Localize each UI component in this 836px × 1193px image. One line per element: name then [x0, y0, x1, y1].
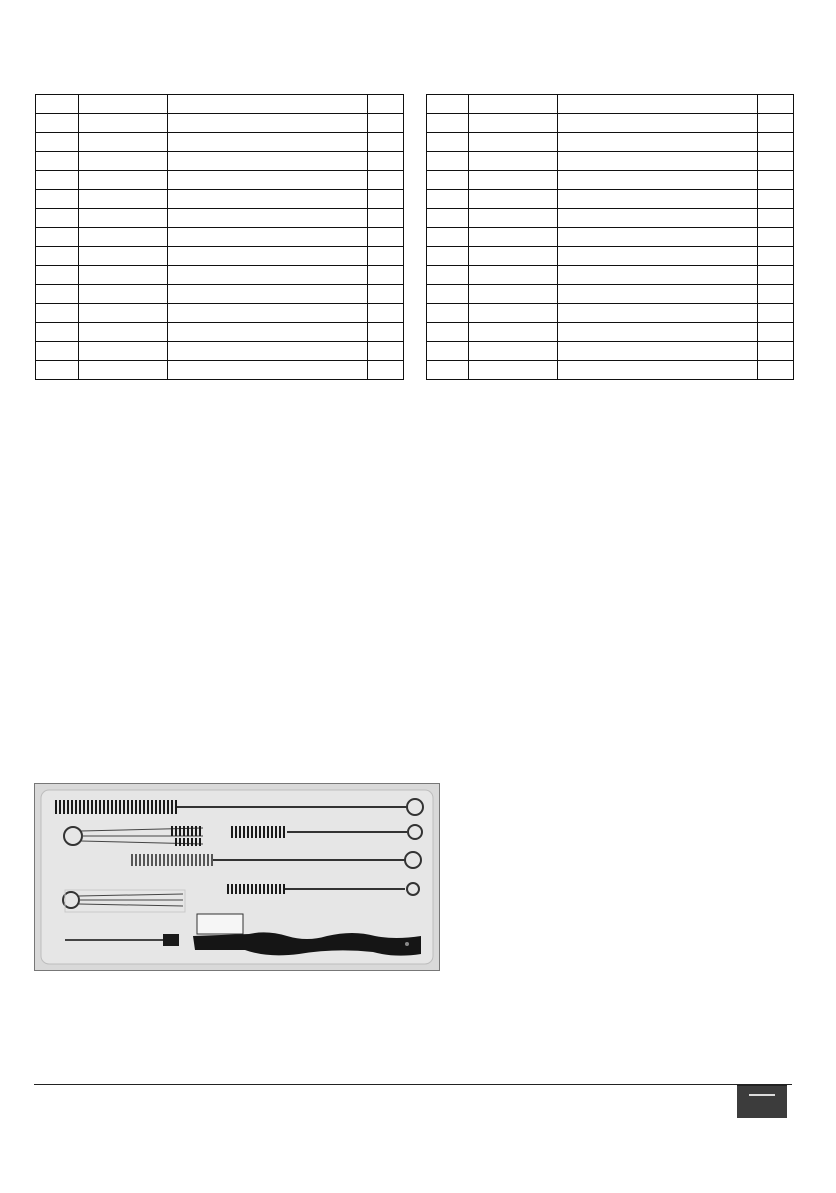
table-cell: [168, 133, 368, 152]
table-cell: [757, 209, 793, 228]
table-cell: [36, 114, 79, 133]
table-row: [36, 247, 404, 266]
table-cell: [757, 114, 793, 133]
table-cell: [36, 209, 79, 228]
table-cell: [757, 171, 793, 190]
table-cell: [558, 266, 758, 285]
table-row: [36, 209, 404, 228]
table-cell: [469, 133, 558, 152]
table-cell: [427, 114, 469, 133]
table-cell: [757, 228, 793, 247]
table-cell: [367, 342, 403, 361]
table-row: [427, 114, 794, 133]
table-row: [36, 95, 404, 114]
table-cell: [558, 133, 758, 152]
parts-table-left-body: [36, 95, 404, 380]
table-cell: [168, 266, 368, 285]
table-cell: [558, 342, 758, 361]
table-cell: [79, 266, 168, 285]
table-cell: [469, 171, 558, 190]
table-cell: [427, 285, 469, 304]
table-cell: [36, 152, 79, 171]
table-cell: [168, 361, 368, 380]
table-row: [427, 285, 794, 304]
table-cell: [427, 133, 469, 152]
table-cell: [558, 285, 758, 304]
table-cell: [79, 114, 168, 133]
table-cell: [427, 209, 469, 228]
table-cell: [79, 171, 168, 190]
table-cell: [558, 171, 758, 190]
table-cell: [168, 304, 368, 323]
table-cell: [469, 266, 558, 285]
table-cell: [558, 361, 758, 380]
table-row: [427, 247, 794, 266]
table-cell: [79, 247, 168, 266]
table-row: [36, 323, 404, 342]
table-cell: [469, 323, 558, 342]
table-cell: [427, 304, 469, 323]
table-cell: [367, 209, 403, 228]
table-row: [36, 285, 404, 304]
table-cell: [168, 95, 368, 114]
table-row: [427, 266, 794, 285]
table-cell: [757, 133, 793, 152]
table-row: [36, 114, 404, 133]
table-row: [427, 171, 794, 190]
table-cell: [757, 247, 793, 266]
table-cell: [427, 361, 469, 380]
page-tab-mark: [749, 1094, 775, 1096]
table-row: [36, 304, 404, 323]
table-cell: [367, 247, 403, 266]
table-cell: [367, 190, 403, 209]
table-cell: [367, 361, 403, 380]
table-cell: [367, 133, 403, 152]
table-cell: [558, 114, 758, 133]
table-cell: [558, 247, 758, 266]
table-row: [36, 228, 404, 247]
table-cell: [367, 228, 403, 247]
table-cell: [469, 285, 558, 304]
table-cell: [79, 361, 168, 380]
table-row: [427, 190, 794, 209]
table-cell: [367, 304, 403, 323]
table-cell: [469, 247, 558, 266]
table-cell: [36, 361, 79, 380]
table-cell: [469, 114, 558, 133]
table-cell: [427, 152, 469, 171]
table-cell: [427, 228, 469, 247]
table-row: [427, 323, 794, 342]
table-cell: [427, 342, 469, 361]
table-cell: [36, 323, 79, 342]
table-cell: [757, 190, 793, 209]
table-cell: [36, 247, 79, 266]
table-cell: [36, 228, 79, 247]
table-cell: [469, 342, 558, 361]
table-row: [36, 133, 404, 152]
table-cell: [367, 285, 403, 304]
table-cell: [558, 323, 758, 342]
table-cell: [558, 95, 758, 114]
table-cell: [79, 95, 168, 114]
table-row: [36, 190, 404, 209]
table-cell: [427, 95, 469, 114]
table-cell: [558, 228, 758, 247]
table-cell: [427, 247, 469, 266]
table-cell: [168, 323, 368, 342]
product-photo: [34, 783, 440, 971]
table-row: [36, 361, 404, 380]
table-cell: [469, 228, 558, 247]
page-number-box: [737, 1085, 787, 1118]
table-row: [427, 342, 794, 361]
table-cell: [367, 152, 403, 171]
table-cell: [757, 342, 793, 361]
table-cell: [79, 133, 168, 152]
table-cell: [79, 342, 168, 361]
table-cell: [757, 323, 793, 342]
table-cell: [168, 171, 368, 190]
table-cell: [757, 95, 793, 114]
table-cell: [79, 152, 168, 171]
table-cell: [36, 266, 79, 285]
table-cell: [558, 190, 758, 209]
table-cell: [79, 190, 168, 209]
parts-table-right: [426, 94, 794, 380]
table-cell: [36, 342, 79, 361]
table-cell: [168, 114, 368, 133]
table-cell: [427, 171, 469, 190]
table-row: [36, 171, 404, 190]
table-cell: [367, 95, 403, 114]
table-cell: [367, 323, 403, 342]
table-cell: [168, 285, 368, 304]
table-cell: [168, 190, 368, 209]
table-row: [36, 342, 404, 361]
table-row: [427, 95, 794, 114]
table-cell: [757, 304, 793, 323]
table-cell: [168, 209, 368, 228]
table-cell: [367, 266, 403, 285]
table-cell: [757, 152, 793, 171]
table-cell: [36, 190, 79, 209]
table-cell: [757, 361, 793, 380]
table-cell: [168, 247, 368, 266]
table-cell: [36, 304, 79, 323]
table-cell: [469, 152, 558, 171]
table-cell: [757, 285, 793, 304]
table-row: [427, 209, 794, 228]
table-row: [36, 152, 404, 171]
table-row: [427, 152, 794, 171]
table-cell: [469, 95, 558, 114]
brush-kit-illustration: [35, 784, 439, 970]
parts-table-left: [35, 94, 404, 380]
table-cell: [427, 266, 469, 285]
table-cell: [469, 190, 558, 209]
table-cell: [79, 209, 168, 228]
table-cell: [469, 209, 558, 228]
table-row: [427, 228, 794, 247]
table-cell: [469, 304, 558, 323]
table-cell: [558, 304, 758, 323]
table-cell: [36, 95, 79, 114]
table-cell: [558, 152, 758, 171]
parts-table-right-body: [427, 95, 794, 380]
table-cell: [469, 361, 558, 380]
table-cell: [427, 190, 469, 209]
footer-rule: [34, 1084, 792, 1085]
table-cell: [427, 323, 469, 342]
table-cell: [79, 285, 168, 304]
table-row: [427, 304, 794, 323]
table-cell: [168, 228, 368, 247]
table-cell: [558, 209, 758, 228]
table-cell: [367, 114, 403, 133]
table-cell: [36, 285, 79, 304]
table-cell: [168, 152, 368, 171]
table-cell: [79, 323, 168, 342]
table-cell: [757, 266, 793, 285]
table-cell: [168, 342, 368, 361]
table-cell: [79, 228, 168, 247]
table-cell: [36, 171, 79, 190]
table-cell: [36, 133, 79, 152]
table-row: [427, 361, 794, 380]
table-cell: [79, 304, 168, 323]
table-cell: [367, 171, 403, 190]
table-row: [427, 133, 794, 152]
table-row: [36, 266, 404, 285]
